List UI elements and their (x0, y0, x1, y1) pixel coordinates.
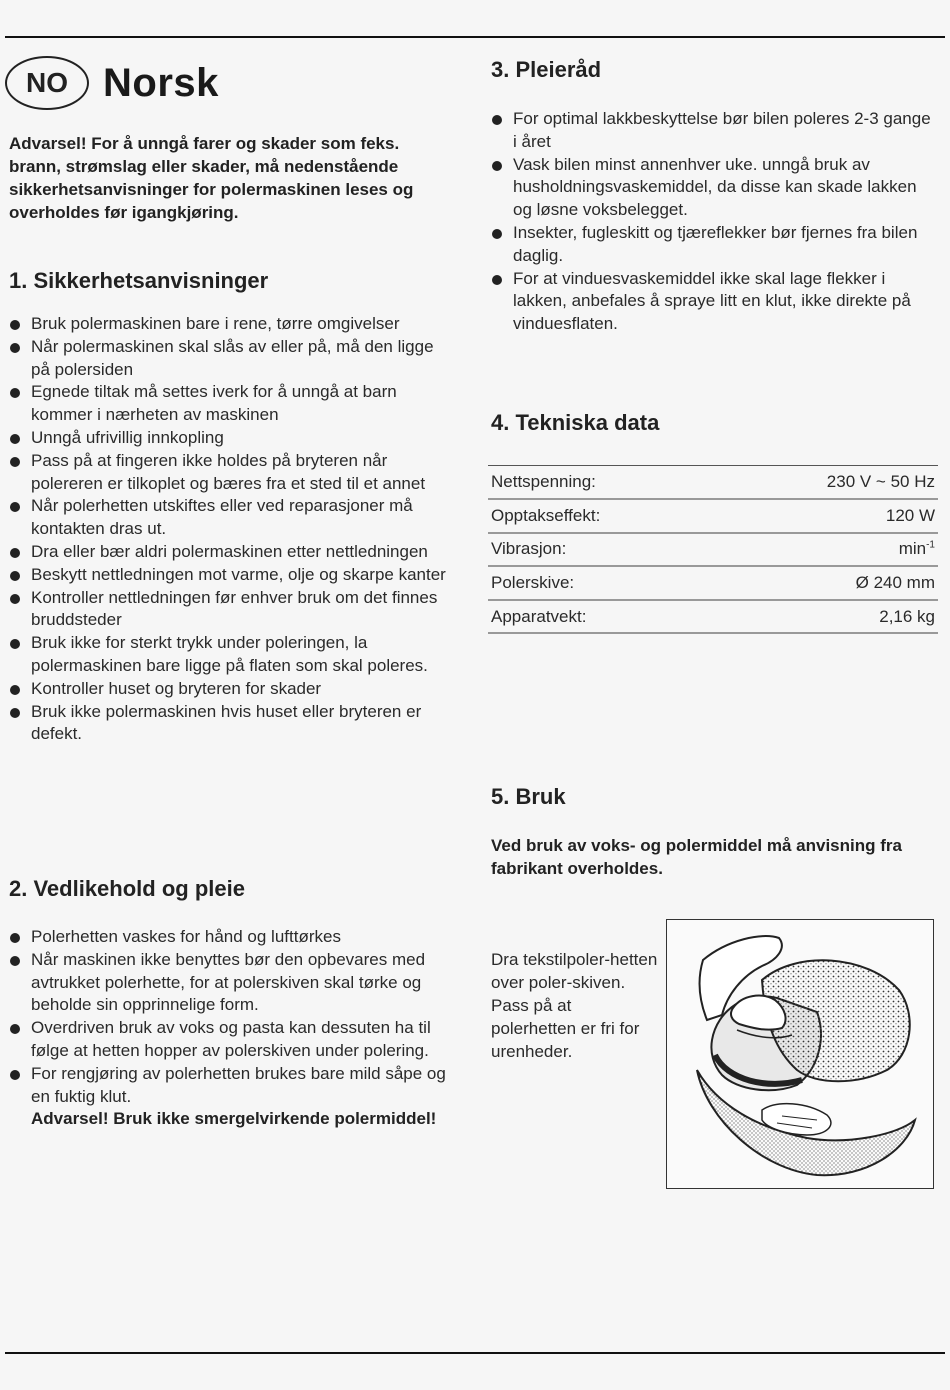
list-item (9, 495, 454, 541)
polisher-drawing (667, 920, 933, 1188)
bullet-icon (492, 115, 502, 125)
list-item (9, 587, 454, 633)
language-title: Norsk (103, 60, 219, 105)
list-item (9, 564, 454, 587)
bullet-icon (10, 1070, 20, 1080)
tech-data-table (488, 465, 938, 634)
polisher-illustration (666, 919, 934, 1189)
intro-warning: Advarsel! For å unngå farer og skader som feks. brann, strømslag eller skader, må nedenstående sikkerhetsanvisninger for polermaskinen leses og overholdes før igangkjøring. (9, 134, 414, 222)
bullet-icon (492, 161, 502, 171)
table-row (488, 533, 938, 567)
maintenance-list (9, 926, 454, 1131)
figure-caption: Dra tekstilpoler-hetten over poler-skiven. Pass på at polerhetten er fri for urenheder. (491, 950, 658, 1061)
bullet-icon (492, 229, 502, 239)
list-item-text: Bruk polermaskinen bare i rene, tørre omgivelser (31, 314, 400, 333)
list-item-text: For rengjøring av polerhetten brukes bare mild såpe og en fuktig klut. (31, 1063, 446, 1106)
list-item-text: Egnede tiltak må settes iverk for å unngå at barn kommer i nærheten av maskinen (31, 382, 397, 425)
bullet-icon (10, 388, 20, 398)
list-item (9, 1017, 454, 1063)
language-header (5, 56, 219, 110)
spec-label: Apparatvekt: (488, 600, 714, 634)
list-item (9, 450, 454, 496)
bullet-icon (10, 708, 20, 718)
list-item-text: Overdriven bruk av voks og pasta kan dessuten ha til følge at hetten hopper av polerskiven under polering. (31, 1018, 431, 1060)
list-item-text: Unngå ufrivillig innkopling (31, 427, 224, 447)
list-item-text: Når maskinen ikke benyttes bør den opbevares med avtrukket polerhette, for at polerskiven skal tørke og beholde sin opprinnelige form. (31, 949, 426, 1015)
list-item (9, 678, 454, 701)
bullet-icon (10, 434, 20, 444)
section-2-title: 2. Vedlikehold og pleie (9, 876, 245, 901)
list-item-text: Polerhetten vaskes for hånd og lufttørkes (31, 927, 341, 946)
bullet-icon (10, 594, 20, 604)
list-item (9, 632, 454, 678)
table-row (488, 600, 938, 634)
top-rule (5, 36, 945, 38)
list-item (9, 313, 454, 336)
care-list (491, 108, 939, 336)
list-item-text: Insekter, fugleskitt og tjæreflekker bør fjernes fra bilen daglig. (513, 222, 918, 265)
list-item-text: Bruk ikke polermaskinen hvis huset eller bryteren er defekt. (31, 701, 422, 744)
section-1-title: 1. Sikkerhetsanvisninger (9, 268, 269, 293)
list-item-text: Bruk ikke for sterkt trykk under poleringen, la polermaskinen bare ligge på flaten som skal poleres. (31, 633, 428, 675)
list-item-text: Beskytt nettledningen mot varme, olje og skarpe kanter (31, 564, 446, 584)
warning-text: Advarsel! Bruk ikke smergelvirkende polermiddel! (31, 1109, 437, 1129)
list-item-text: Når polerhetten utskiftes eller ved reparasjoner må kontakten dras ut. (31, 496, 413, 539)
spec-value: Ø 240 mm (714, 566, 938, 600)
section-4-title: 4. Tekniska data (491, 410, 660, 435)
spec-label: Nettspenning: (488, 466, 714, 500)
list-item-text: Vask bilen minst annenhver uke. unngå bruk av husholdningsvaskemiddel, da disse kan skade lakken og løsne voksbelegget. (513, 154, 917, 220)
list-item (9, 926, 454, 949)
usage-note: Ved bruk av voks- og polermiddel må anvisning fra fabrikant overholdes. (491, 836, 902, 878)
bullet-icon (10, 956, 20, 966)
list-item (491, 154, 939, 222)
bottom-rule (5, 1352, 945, 1354)
spec-value: $\min^{-1}$ (714, 533, 938, 567)
bullet-icon (10, 502, 20, 512)
table-row (488, 566, 938, 600)
list-item (491, 268, 939, 336)
section-3-title: 3. Pleieråd (491, 57, 602, 82)
spec-value: 230 V ~ 50 Hz (714, 466, 938, 500)
bullet-icon (10, 571, 20, 581)
bullet-icon (10, 1024, 20, 1034)
bullet-icon (10, 320, 20, 330)
bullet-icon (492, 275, 502, 285)
bullet-icon (10, 685, 20, 695)
section-5-title: 5. Bruk (491, 784, 566, 809)
list-item-text: Kontroller nettledningen før enhver bruk om det finnes bruddsteder (31, 587, 438, 630)
bullet-icon (10, 548, 20, 558)
spec-value: 2,16 kg (714, 600, 938, 634)
table-row (488, 499, 938, 533)
spec-label: Vibrasjon: (488, 533, 714, 567)
list-item (9, 427, 454, 450)
list-item (9, 949, 454, 1017)
list-item (9, 381, 454, 427)
list-item-text: Pass på at fingeren ikke holdes på bryteren når polereren er tilkoplet og bæres fra et sted til et annet (31, 450, 426, 493)
spec-label: Opptakseffekt: (488, 499, 714, 533)
spec-superscript: -1 (926, 539, 935, 551)
bullet-icon (10, 933, 20, 943)
list-item (491, 222, 939, 268)
list-item (9, 701, 454, 747)
list-item (9, 541, 454, 564)
bullet-icon (10, 457, 20, 467)
spec-value: 120 W (714, 499, 938, 533)
list-item (491, 108, 939, 154)
bullet-icon (10, 343, 20, 353)
list-item-text: Kontroller huset og bryteren for skader (31, 678, 322, 698)
language-code-badge: NO (5, 56, 89, 110)
list-item-text: Dra eller bær aldri polermaskinen etter nettledningen (31, 541, 428, 561)
list-item-text: Når polermaskinen skal slås av eller på, må den ligge på polersiden (31, 336, 434, 379)
list-item (9, 1063, 454, 1131)
spec-label: Polerskive: (488, 566, 714, 600)
table-row (488, 466, 938, 500)
bullet-icon (10, 639, 20, 649)
list-item-text: For optimal lakkbeskyttelse bør bilen poleres 2-3 gange i året (513, 109, 931, 151)
list-item-text: For at vinduesvaskemiddel ikke skal lage flekker i lakken, anbefales å spraye litt en klut, ikke direkte på vinduesflaten. (513, 268, 911, 334)
list-item (9, 336, 454, 382)
safety-list (9, 313, 454, 746)
